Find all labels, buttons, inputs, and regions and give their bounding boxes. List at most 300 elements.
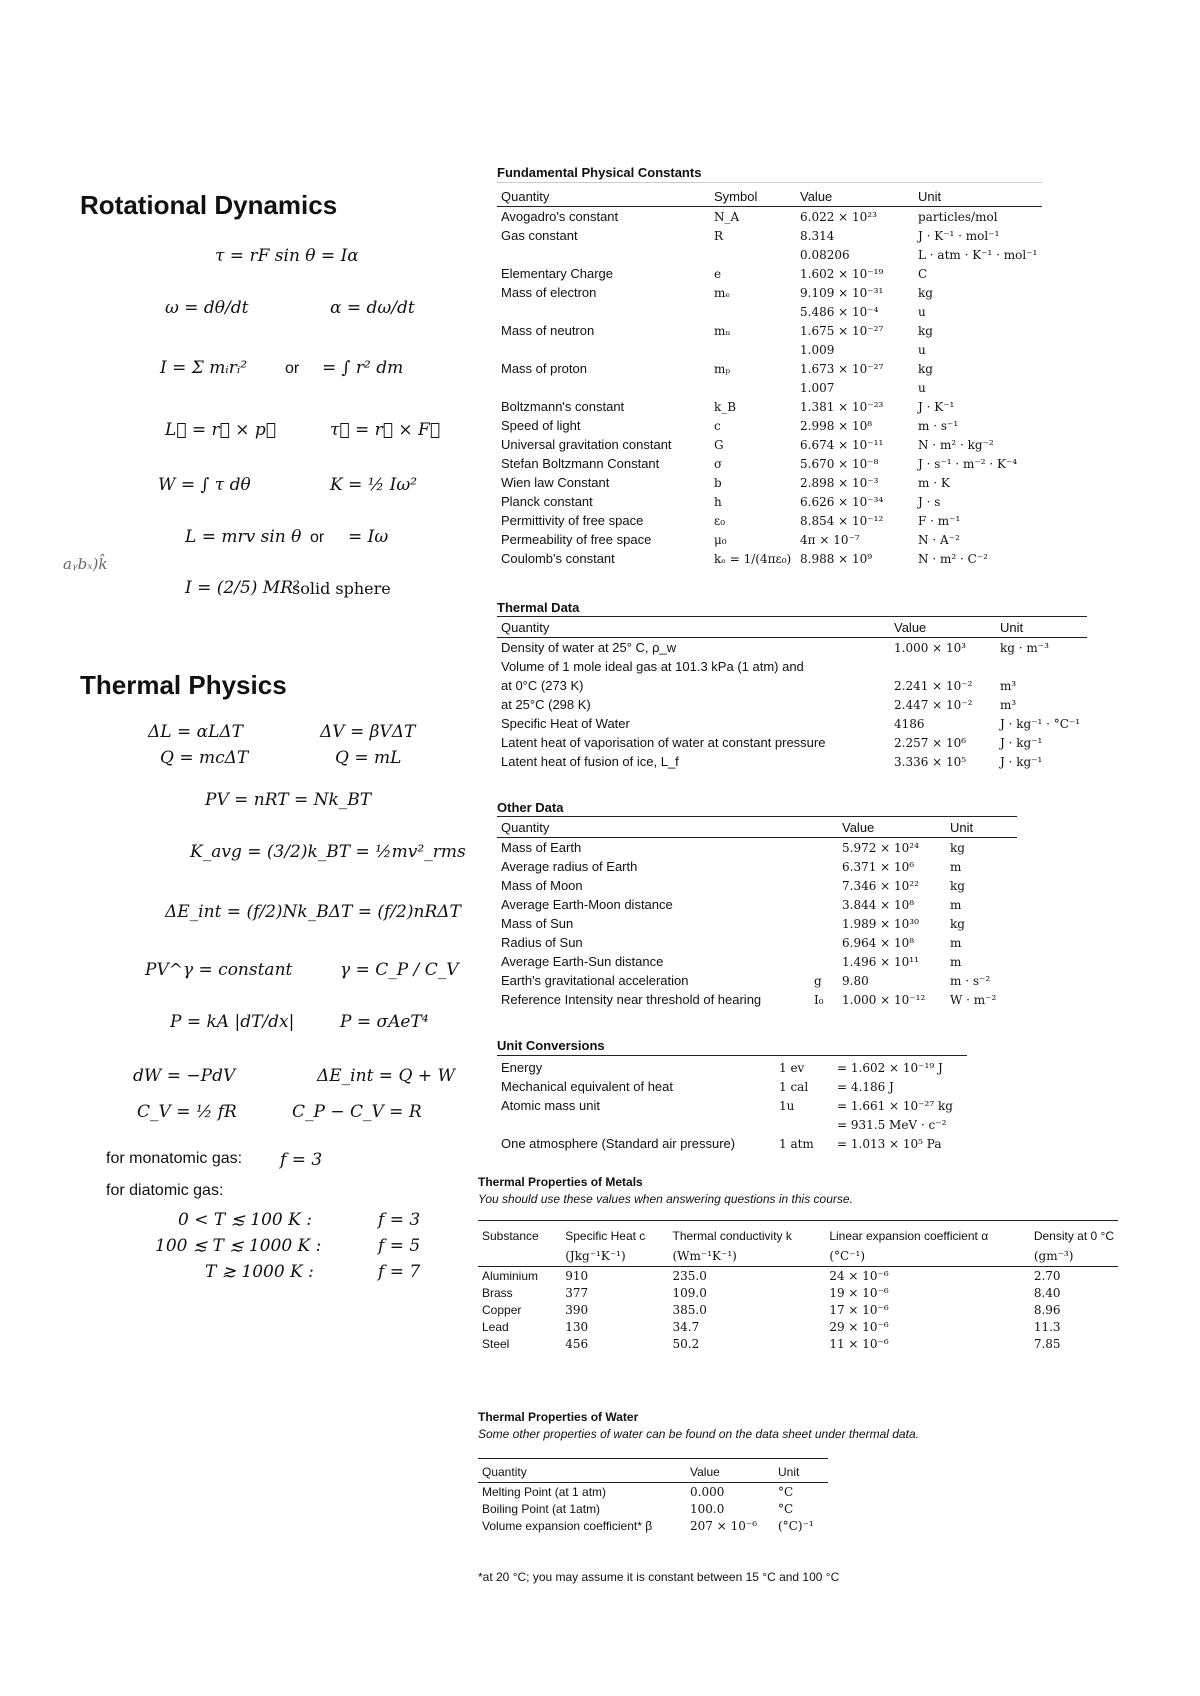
constants-row-cell: ε₀ — [714, 513, 726, 528]
constants-row-cell: 6.022 × 10²³ — [800, 209, 877, 224]
constants-row-cell: Permittivity of free space — [501, 513, 644, 528]
metals-header-row — [478, 1226, 1118, 1246]
thermal-data-header-row — [497, 617, 1087, 638]
other-data-row-cell: 6.964 × 10⁸ — [842, 935, 915, 950]
thermal-data-row-cell: m³ — [1000, 697, 1017, 712]
constants-row-cell: σ — [714, 456, 723, 471]
constants-row-cell: 1.009 — [800, 342, 835, 357]
other-data-row-cell: Mass of Earth — [501, 840, 582, 855]
constants-row-cell: J · s⁻¹ · m⁻² · K⁻⁴ — [918, 456, 1018, 471]
constants-row-cell: Mass of neutron — [501, 323, 595, 338]
other-data-row — [497, 857, 1017, 876]
other-data-row-cell: Average radius of Earth — [501, 859, 638, 874]
other-data-row-cell: Earth's gravitational acceleration — [501, 973, 689, 988]
diatomic-range-3: T ≳ 1000 K : — [205, 1262, 314, 1282]
constants-row-cell: N · A⁻² — [918, 532, 960, 547]
other-data-row-cell: kg — [950, 878, 965, 893]
thermal-data-row-cell: 4186 — [894, 716, 925, 731]
thermal-data-row-cell: 2.241 × 10⁻² — [894, 678, 973, 693]
thermal-data-row-cell: at 0°C (273 K) — [501, 678, 584, 693]
other-data-table — [497, 817, 1017, 1009]
constants-row — [497, 226, 1042, 245]
water-header-row — [478, 1462, 828, 1483]
gamma-ratio-eq: γ = C_P / C_V — [340, 960, 459, 980]
constants-row-cell: L · atm · K⁻¹ · mol⁻¹ — [918, 247, 1038, 262]
constants-row-cell: 8.314 — [800, 228, 835, 243]
other-data-row-cell: kg — [950, 916, 965, 931]
constants-header-row — [497, 186, 1042, 207]
other-data-row-cell: m — [950, 897, 962, 912]
metals-table — [478, 1226, 1118, 1352]
first-law-eq: ΔE_int = Q + W — [317, 1066, 455, 1086]
diatomic-range-2: 100 ≲ T ≲ 1000 K : — [155, 1236, 322, 1256]
water-row-cell: 0.000 — [690, 1484, 725, 1499]
thermal-physics-heading: Thermal Physics — [80, 670, 287, 700]
metals-sub-3: (°C⁻¹) — [825, 1246, 1030, 1267]
unit-conversions-rule — [497, 1055, 967, 1056]
constants-row-cell — [710, 302, 796, 321]
thermal-data-row-cell: 2.447 × 10⁻² — [894, 697, 973, 712]
ideal-gas-eq: PV = nRT = Nk_BT — [205, 790, 372, 810]
water-note: Some other properties of water can be found on the data sheet under thermal data. — [478, 1427, 919, 1441]
volume-expansion-eq: ΔV = βVΔT — [320, 722, 416, 742]
other-data-row-cell: m · s⁻² — [950, 973, 991, 988]
diatomic-f-2: f = 5 — [378, 1236, 421, 1256]
constants-row — [497, 492, 1042, 511]
metals-row-cell: 29 × 10⁻⁶ — [829, 1319, 889, 1334]
metals-sub-0 — [478, 1246, 561, 1267]
constants-row-cell: mₑ — [714, 285, 731, 300]
diatomic-range-1: 0 < T ≲ 100 K : — [178, 1210, 312, 1230]
unit-conversion-row-cell: = 1.661 × 10⁻²⁷ kg — [837, 1098, 953, 1113]
constants-row-cell: μ₀ — [714, 532, 727, 547]
constants-row-cell: 9.109 × 10⁻³¹ — [800, 285, 884, 300]
metals-row-cell: 109.0 — [672, 1285, 707, 1300]
rotational-dynamics-heading: Rotational Dynamics — [80, 190, 338, 220]
other-data-row — [497, 990, 1017, 1009]
other-data-row — [497, 895, 1017, 914]
constants-row-cell: Stefan Boltzmann Constant — [501, 456, 660, 471]
thermal-data-row — [497, 695, 1087, 714]
other-data-row-cell: Radius of Sun — [501, 935, 583, 950]
water-row-cell: °C — [778, 1501, 794, 1516]
constants-top-rule — [497, 182, 1042, 183]
constants-row-cell — [497, 302, 710, 321]
thermal-data-row-cell: 2.257 × 10⁶ — [894, 735, 967, 750]
angular-momentum-iw: = Iω — [348, 527, 389, 547]
water-row-cell: Melting Point (at 1 atm) — [482, 1484, 607, 1499]
metals-row-cell: 24 × 10⁻⁶ — [829, 1268, 889, 1283]
constants-row — [497, 530, 1042, 549]
constants-row-cell: G — [714, 437, 724, 452]
constants-row-cell: u — [918, 304, 926, 319]
angular-acceleration-equation: α = dω/dt — [330, 298, 415, 318]
other-data-row-cell: 3.844 × 10⁸ — [842, 897, 915, 912]
other-data-row-cell — [810, 857, 838, 876]
other-data-row-cell: Reference Intensity near threshold of hearing — [501, 992, 762, 1007]
constants-row-cell: Speed of light — [501, 418, 581, 433]
unit-conversion-row-cell: Energy — [501, 1060, 543, 1075]
constants-row-cell: kg — [918, 361, 933, 376]
rotational-kinetic-energy: K = ½ Iω² — [330, 475, 418, 495]
torque-vector: τ⃗ = r⃗ × F⃗ — [330, 420, 441, 440]
constants-row — [497, 321, 1042, 340]
other-data-row-cell: 1.989 × 10³⁰ — [842, 916, 919, 931]
water-row — [478, 1500, 828, 1517]
metals-row-cell: 11.3 — [1033, 1319, 1061, 1334]
metals-row-cell: Copper — [482, 1302, 522, 1317]
thermal-data-row — [497, 752, 1087, 771]
constants-row-cell: 2.898 × 10⁻³ — [800, 475, 879, 490]
constants-row-cell: 8.988 × 10⁹ — [800, 551, 873, 566]
unit-conversion-row-cell: = 4.186 J — [837, 1079, 894, 1094]
metals-row-cell: 2.70 — [1033, 1268, 1061, 1283]
metals-row-cell: Lead — [482, 1319, 509, 1334]
diatomic-f-3: f = 7 — [378, 1262, 421, 1282]
other-data-row-cell: m — [950, 954, 962, 969]
other-data-row-cell: 9.80 — [842, 973, 869, 988]
constants-row-cell: 1.675 × 10⁻²⁷ — [800, 323, 884, 338]
water-row-cell: 100.0 — [690, 1501, 725, 1516]
or-label-2: or — [310, 529, 325, 546]
thermal-data-row — [497, 733, 1087, 752]
thermal-data-row-cell — [996, 657, 1087, 676]
diatomic-f-1: f = 3 — [378, 1210, 421, 1230]
thermal-data-row-cell: Density of water at 25° C, ρ_w — [501, 640, 677, 655]
other-data-row — [497, 933, 1017, 952]
constants-row-cell: 4π × 10⁻⁷ — [800, 532, 860, 547]
other-data-title: Other Data — [497, 800, 564, 815]
thermal-data-row — [497, 676, 1087, 695]
constants-row-cell: 2.998 × 10⁸ — [800, 418, 873, 433]
metals-row-cell: 17 × 10⁻⁶ — [829, 1302, 889, 1317]
constants-row — [497, 264, 1042, 283]
constants-row-cell: 6.626 × 10⁻³⁴ — [800, 494, 884, 509]
constants-row-cell: mₙ — [714, 323, 731, 338]
constants-row-cell: 1.673 × 10⁻²⁷ — [800, 361, 884, 376]
metals-row-cell: 8.96 — [1033, 1302, 1061, 1317]
od-header-unit: Unit — [946, 817, 1017, 838]
constants-row-cell: m · s⁻¹ — [918, 418, 959, 433]
other-data-row-cell — [810, 876, 838, 895]
constants-row-cell: Coulomb's constant — [501, 551, 615, 566]
metals-row-cell: 390 — [565, 1302, 589, 1317]
other-data-row-cell: 6.371 × 10⁶ — [842, 859, 915, 874]
other-data-row-cell: g — [814, 973, 822, 988]
constants-row-cell: mₚ — [714, 361, 731, 376]
header-value: Value — [796, 186, 914, 207]
thermal-data-row-cell: at 25°C (298 K) — [501, 697, 591, 712]
monatomic-f: f = 3 — [280, 1150, 323, 1170]
metals-row — [478, 1335, 1118, 1352]
constants-row-cell: b — [714, 475, 722, 490]
constants-row — [497, 245, 1042, 264]
other-data-row-cell — [810, 838, 838, 858]
angular-momentum-vector: L⃗ = r⃗ × p⃗ — [165, 420, 277, 440]
td-header-unit: Unit — [996, 617, 1087, 638]
constants-row-cell: F · m⁻¹ — [918, 513, 961, 528]
water-row — [478, 1517, 828, 1534]
metals-header-specific-heat: Specific Heat c — [565, 1229, 646, 1243]
other-data-row-cell: 1.496 × 10¹¹ — [842, 954, 919, 969]
work-equation: W = ∫ τ dθ — [158, 475, 251, 495]
other-data-row-cell: I₀ — [814, 992, 824, 1007]
radiation-eq: P = σAeT⁴ — [340, 1012, 429, 1032]
constants-row-cell: 6.674 × 10⁻¹¹ — [800, 437, 884, 452]
other-data-row-cell — [810, 952, 838, 971]
thermal-data-row-cell: 3.336 × 10⁵ — [894, 754, 967, 769]
unit-conversion-row-cell: 1 cal — [779, 1079, 809, 1094]
od-header-symbol — [810, 817, 838, 838]
constants-row — [497, 340, 1042, 359]
constants-row-cell: Mass of electron — [501, 285, 597, 300]
constants-row-cell: e — [714, 266, 722, 281]
adiabatic-eq: PV^γ = constant — [145, 960, 293, 980]
od-header-value: Value — [838, 817, 946, 838]
constants-row-cell: Elementary Charge — [501, 266, 613, 281]
torque-equation: τ = rF sin θ = Iα — [215, 246, 359, 266]
moment-of-inertia-integral: = ∫ r² dm — [322, 358, 404, 378]
thermal-data-row — [497, 638, 1087, 658]
constants-row-cell: Boltzmann's constant — [501, 399, 625, 414]
other-data-row-cell: m — [950, 859, 962, 874]
other-data-row-cell — [810, 914, 838, 933]
constants-row-cell: Avogadro's constant — [501, 209, 619, 224]
constants-row-cell: N · m² · kg⁻² — [918, 437, 994, 452]
constants-row-cell: 5.670 × 10⁻⁸ — [800, 456, 879, 471]
water-row-cell: (°C)⁻¹ — [778, 1518, 814, 1533]
water-row-cell: Boiling Point (at 1atm) — [482, 1501, 601, 1516]
unit-conversion-row — [497, 1115, 967, 1134]
cv-eq: C_V = ½ fR — [137, 1102, 237, 1122]
constants-row — [497, 454, 1042, 473]
metals-header-expansion: Linear expansion coefficient α — [829, 1229, 989, 1243]
unit-conversion-row-cell — [497, 1115, 775, 1134]
metals-row-cell: 235.0 — [672, 1268, 707, 1283]
metals-row-cell: 910 — [565, 1268, 589, 1283]
metals-row-cell: 130 — [565, 1319, 589, 1334]
td-header-value: Value — [890, 617, 996, 638]
metals-header-substance: Substance — [482, 1229, 539, 1243]
unit-conversions-title: Unit Conversions — [497, 1038, 605, 1053]
unit-conversion-row-cell: 1 atm — [779, 1136, 814, 1151]
other-data-row — [497, 971, 1017, 990]
thermal-data-row-cell: Specific Heat of Water — [501, 716, 630, 731]
thermal-data-row-cell: Latent heat of fusion of ice, L_f — [501, 754, 679, 769]
constants-row — [497, 207, 1042, 227]
metals-row-cell: Aluminium — [482, 1268, 539, 1283]
thermal-data-row-cell: kg · m⁻³ — [1000, 640, 1049, 655]
constants-row-cell: N_A — [714, 209, 740, 224]
constants-row-cell: J · K⁻¹ · mol⁻¹ — [918, 228, 1000, 243]
header-symbol: Symbol — [710, 186, 796, 207]
constants-row-cell — [710, 245, 796, 264]
linear-expansion-eq: ΔL = αLΔT — [148, 722, 244, 742]
unit-conversion-row-cell: = 931.5 MeV · c⁻² — [837, 1117, 947, 1132]
constants-row — [497, 435, 1042, 454]
thermal-data-row-cell: J · kg⁻¹ · °C⁻¹ — [1000, 716, 1081, 731]
metals-row — [478, 1318, 1118, 1335]
metals-row-cell: 11 × 10⁻⁶ — [829, 1336, 889, 1351]
thermal-data-row — [497, 657, 1087, 676]
unit-conversion-row-cell — [775, 1115, 833, 1134]
thermal-data-row — [497, 714, 1087, 733]
other-data-header-row — [497, 817, 1017, 838]
constants-row-cell: c — [714, 418, 721, 433]
constants-row-cell: Mass of proton — [501, 361, 587, 376]
metals-row-cell: 385.0 — [672, 1302, 707, 1317]
constants-row-cell — [497, 245, 710, 264]
constants-row — [497, 378, 1042, 397]
constants-row-cell: kg — [918, 323, 933, 338]
conduction-eq: P = kA |dT/dx| — [170, 1012, 295, 1032]
metals-row-cell: Steel — [482, 1336, 510, 1351]
metals-row-cell: 377 — [565, 1285, 589, 1300]
constants-row-cell: J · s — [918, 494, 941, 509]
constants-row — [497, 473, 1042, 492]
constants-row-cell: 8.854 × 10⁻¹² — [800, 513, 884, 528]
constants-row-cell: Planck constant — [501, 494, 593, 509]
constants-row-cell: m · K — [918, 475, 950, 490]
td-header-quantity: Quantity — [497, 617, 890, 638]
unit-conversion-row-cell: = 1.602 × 10⁻¹⁹ J — [837, 1060, 943, 1075]
constants-row-cell: kg — [918, 285, 933, 300]
water-row-cell: 207 × 10⁻⁶ — [690, 1518, 758, 1533]
metals-subheader-row — [478, 1246, 1118, 1267]
metals-header-density: Density at 0 °C — [1033, 1229, 1114, 1243]
constants-row-cell: u — [918, 380, 926, 395]
water-header-quantity: Quantity — [478, 1462, 686, 1483]
thermal-data-row-cell: J · kg⁻¹ — [1000, 754, 1043, 769]
thermal-data-row-cell: Volume of 1 mole ideal gas at 101.3 kPa (1 atm) and — [501, 659, 804, 674]
unit-conversion-row — [497, 1058, 967, 1077]
solid-sphere-label: solid sphere — [292, 579, 391, 598]
work-pdv-eq: dW = −PdV — [133, 1066, 236, 1086]
other-data-row-cell: 1.000 × 10⁻¹² — [842, 992, 926, 1007]
unit-conversion-row-cell: One atmosphere (Standard air pressure) — [501, 1136, 736, 1151]
other-data-row-cell: Average Earth-Moon distance — [501, 897, 673, 912]
metals-row-cell: 456 — [565, 1336, 589, 1351]
thermal-data-row-cell: 1.000 × 10³ — [894, 640, 967, 655]
latent-heat-eq: Q = mL — [335, 748, 402, 768]
metals-top-rule — [478, 1220, 1118, 1221]
water-row-cell: Volume expansion coefficient* β — [482, 1518, 653, 1533]
unit-conversion-row — [497, 1077, 967, 1096]
metals-row — [478, 1284, 1118, 1301]
other-data-row-cell: Mass of Sun — [501, 916, 574, 931]
metals-row-cell: 50.2 — [672, 1336, 700, 1351]
constants-row-cell: 0.08206 — [800, 247, 850, 262]
unit-conversions-table — [497, 1058, 967, 1153]
thermal-data-table — [497, 617, 1087, 771]
other-data-row-cell: kg — [950, 840, 965, 855]
cp-cv-eq: C_P − C_V = R — [292, 1102, 422, 1122]
constants-row — [497, 302, 1042, 321]
metals-sub-2: (Wm⁻¹K⁻¹) — [668, 1246, 825, 1267]
water-top-rule — [478, 1458, 828, 1459]
water-table — [478, 1462, 828, 1534]
other-data-row — [497, 952, 1017, 971]
metals-sub-4: (gm⁻³) — [1030, 1246, 1118, 1267]
unit-conversion-row-cell: 1 ev — [779, 1060, 805, 1075]
constants-row-cell — [710, 378, 796, 397]
other-data-row-cell: m — [950, 935, 962, 950]
other-data-row-cell: Average Earth-Sun distance — [501, 954, 664, 969]
water-header-unit: Unit — [774, 1462, 828, 1483]
constants-row — [497, 416, 1042, 435]
thermal-data-row-cell: J · kg⁻¹ — [1000, 735, 1043, 750]
water-row-cell: °C — [778, 1484, 794, 1499]
moment-of-inertia-sum: I = Σ mᵢrᵢ² — [160, 358, 248, 378]
constants-row-cell: 1.007 — [800, 380, 835, 395]
thermal-data-title: Thermal Data — [497, 600, 580, 615]
metals-sub-1: (Jkg⁻¹K⁻¹) — [561, 1246, 668, 1267]
constants-row — [497, 549, 1042, 568]
water-row — [478, 1483, 828, 1501]
metals-row-cell: 8.40 — [1033, 1285, 1061, 1300]
other-data-row — [497, 838, 1017, 858]
constants-row-cell: N · m² · C⁻² — [918, 551, 988, 566]
heat-capacity-eq: Q = mcΔT — [160, 748, 249, 768]
constants-row-cell: Universal gravitation constant — [501, 437, 672, 452]
constants-row-cell — [497, 378, 710, 397]
constants-row-cell: C — [918, 266, 928, 281]
constants-table — [497, 186, 1042, 568]
angular-velocity-equation: ω = dθ/dt — [165, 298, 249, 318]
other-data-row-cell: 7.346 × 10²² — [842, 878, 919, 893]
or-label: or — [285, 360, 300, 377]
other-data-row-cell: 5.972 × 10²⁴ — [842, 840, 919, 855]
unit-conversion-row-cell: 1u — [779, 1098, 795, 1113]
metals-row-cell: 34.7 — [672, 1319, 700, 1334]
metals-row-cell: Brass — [482, 1285, 513, 1300]
metals-row — [478, 1267, 1118, 1285]
thermal-data-row-cell: Latent heat of vaporisation of water at constant pressure — [501, 735, 826, 750]
constants-row-cell: 5.486 × 10⁻⁴ — [800, 304, 879, 319]
constants-row-cell: u — [918, 342, 926, 357]
constants-row-cell — [497, 340, 710, 359]
od-header-quantity: Quantity — [497, 817, 810, 838]
constants-row — [497, 397, 1042, 416]
average-kinetic-energy-eq: K_avg = (3/2)k_BT = ½mv²_rms — [190, 842, 466, 862]
diatomic-label: for diatomic gas: — [106, 1182, 224, 1199]
angular-momentum-scalar: L = mrv sin θ — [185, 527, 302, 547]
metals-note: You should use these values when answering questions in this course. — [478, 1192, 853, 1206]
unit-conversion-row-cell: Mechanical equivalent of heat — [501, 1079, 674, 1094]
margin-fragment: aᵧbₓ)k̂ — [63, 555, 108, 573]
other-data-row-cell — [810, 933, 838, 952]
constants-row-cell: kₑ = 1/(4πε₀) — [714, 551, 792, 566]
constants-row — [497, 511, 1042, 530]
metals-row-cell: 7.85 — [1033, 1336, 1061, 1351]
thermal-data-row-cell — [890, 657, 996, 676]
other-data-row-cell — [810, 895, 838, 914]
constants-row — [497, 359, 1042, 378]
constants-row-cell: h — [714, 494, 722, 509]
header-unit: Unit — [914, 186, 1042, 207]
constants-row-cell: 1.602 × 10⁻¹⁹ — [800, 266, 884, 281]
constants-row-cell: k_B — [714, 399, 737, 414]
unit-conversion-row — [497, 1096, 967, 1115]
metals-header-conductivity: Thermal conductivity k — [672, 1229, 792, 1243]
header-quantity: Quantity — [497, 186, 710, 207]
constants-row-cell: Wien law Constant — [501, 475, 610, 490]
internal-energy-eq: ΔE_int = (f/2)Nk_BΔT = (f/2)nRΔT — [165, 902, 461, 922]
water-header-value: Value — [686, 1462, 774, 1483]
monatomic-label: for monatomic gas: — [106, 1150, 243, 1167]
constants-row — [497, 283, 1042, 302]
metals-title: Thermal Properties of Metals — [478, 1175, 643, 1189]
